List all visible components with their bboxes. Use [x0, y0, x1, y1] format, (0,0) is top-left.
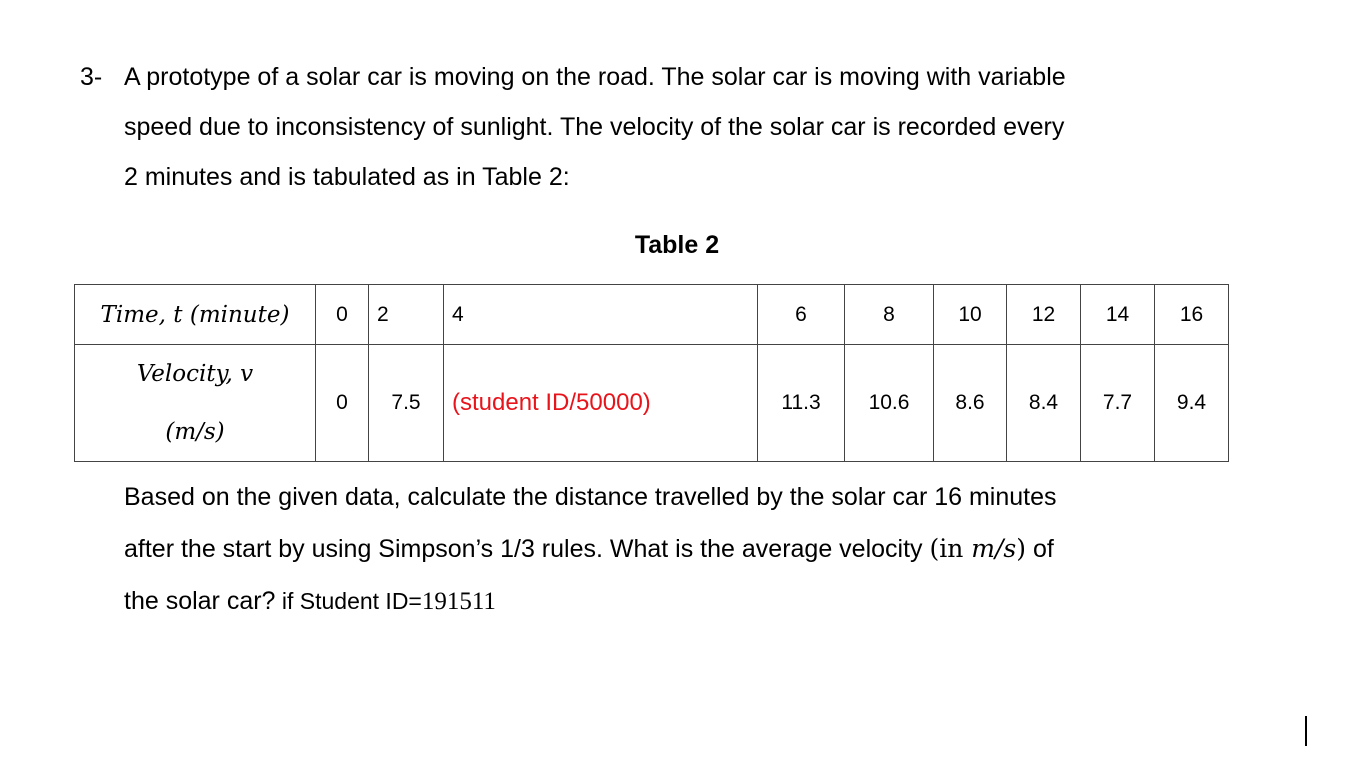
data-table: [74, 284, 1229, 462]
time-cell: 0: [316, 285, 369, 345]
table-row-time: [75, 285, 1229, 345]
table-row-velocity: [75, 345, 1229, 462]
velocity-cell: 7.7: [1081, 345, 1155, 462]
velocity-cell: 8.4: [1007, 345, 1081, 462]
table-caption: Table 2: [634, 231, 720, 259]
followup-line-2-text: after the start by using Simpson’s 1/3 rules. What is the average velocity: [124, 535, 923, 563]
time-cell: 8: [845, 285, 934, 345]
velocity-cell: 0: [316, 345, 369, 462]
question-line-2: speed due to inconsistency of sunlight. The velocity of the solar car is recorded every: [124, 113, 1065, 141]
time-cell: 12: [1007, 285, 1081, 345]
velocity-cell: 10.6: [845, 345, 934, 462]
followup-line-2: [124, 532, 1054, 566]
followup-line-3-text: the solar car?: [124, 587, 276, 615]
followup-line-2-end: of: [1026, 535, 1054, 563]
time-cell: 16: [1155, 285, 1229, 345]
velocity-cell: 9.4: [1155, 345, 1229, 462]
velocity-cell: 8.6: [934, 345, 1007, 462]
unit-close: ): [1016, 534, 1027, 563]
velocity-cell-student-id: (student ID/50000): [444, 345, 758, 462]
student-id-label: if Student ID=: [275, 588, 422, 614]
unit-math: m/s: [971, 534, 1017, 563]
velocity-cell: 7.5: [369, 345, 444, 462]
velocity-header: [75, 345, 316, 462]
question-number: 3-: [80, 63, 103, 91]
velocity-cell: 11.3: [758, 345, 845, 462]
unit-open: (in: [929, 534, 972, 563]
followup-line-3: [124, 584, 496, 619]
time-cell: 2: [369, 285, 444, 345]
followup-line-1: Based on the given data, calculate the distance travelled by the solar car 16 minutes: [124, 483, 1057, 511]
text-cursor: [1305, 716, 1307, 746]
student-id-value: 191511: [421, 588, 496, 615]
velocity-header-label: Velocity, v: [136, 361, 254, 387]
time-cell: 4: [444, 285, 758, 345]
time-header: Time, t (minute): [75, 285, 316, 345]
velocity-header-unit: (m/s): [165, 419, 225, 445]
question-line-3: 2 minutes and is tabulated as in Table 2:: [124, 163, 570, 191]
time-cell: 10: [934, 285, 1007, 345]
time-cell: 14: [1081, 285, 1155, 345]
time-cell: 6: [758, 285, 845, 345]
question-line-1: A prototype of a solar car is moving on the road. The solar car is moving with variable: [124, 63, 1066, 91]
